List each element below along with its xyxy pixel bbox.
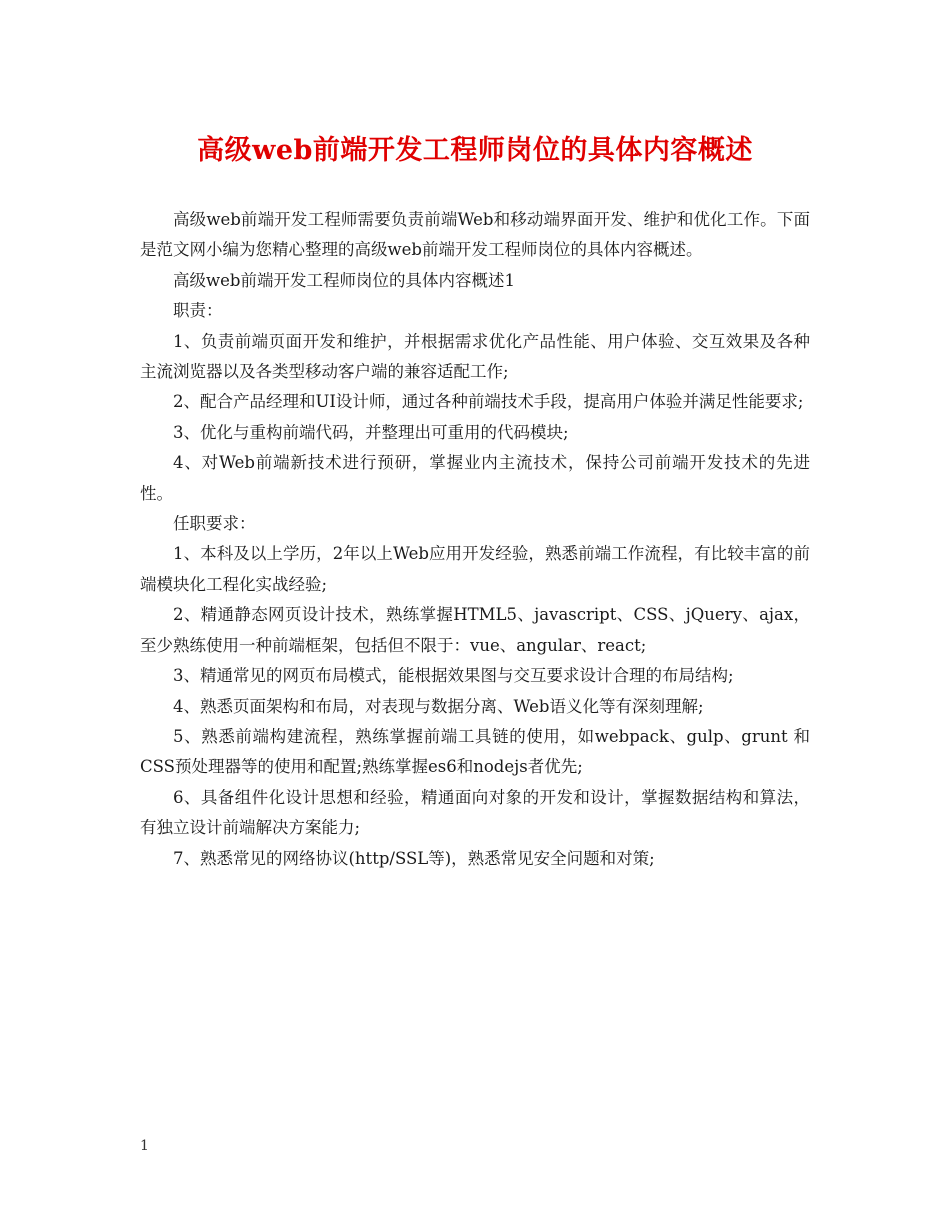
requirement-item-7: 7、熟悉常见的网络协议(http/SSL等)，熟悉常见安全问题和对策; <box>173 848 655 868</box>
document-title: 高级web前端开发工程师岗位的具体内容概述 <box>197 135 753 166</box>
requirements-heading: 任职要求： <box>173 514 256 534</box>
duties-heading: 职责： <box>173 301 223 321</box>
requirement-item-6: 6、具备组件化设计思想和经验，精通面向对象的开发和设计，掌握数据结构和算法，有独立设计前端解决方案能力; <box>140 787 810 838</box>
page-number: 1 <box>140 1138 149 1154</box>
requirement-item-5: 5、熟悉前端构建流程，熟练掌握前端工具链的使用，如webpack、gulp、grunt 和 CSS预处理器等的使用和配置;熟练掌握es6和nodejs者优先; <box>140 726 810 777</box>
duty-item-1: 1、负责前端页面开发和维护，并根据需求优化产品性能、用户体验、交互效果及各种主流浏览器以及各类型移动客户端的兼容适配工作; <box>140 331 810 382</box>
requirement-item-3: 3、精通常见的网页布局模式，能根据效果图与交互要求设计合理的布局结构; <box>173 666 734 686</box>
requirement-item-4: 4、熟悉页面架构和布局，对表现与数据分离、Web语义化等有深刻理解; <box>173 696 704 716</box>
requirement-item-2: 2、精通静态网页设计技术，熟练掌握HTML5、javascript、CSS、jQuery、ajax，至少熟练使用一种前端框架，包括但不限于：vue、angular、react; <box>140 605 810 655</box>
duty-item-3: 3、优化与重构前端代码，并整理出可重用的代码模块; <box>173 422 569 442</box>
requirement-item-1: 1、本科及以上学历，2年以上Web应用开发经验，熟悉前端工作流程，有比较丰富的前端模块化工程化实战经验; <box>140 544 810 594</box>
duty-item-4: 4、对Web前端新技术进行预研，掌握业内主流技术，保持公司前端开发技术的先进性。 <box>140 453 810 503</box>
section-heading: 高级web前端开发工程师岗位的具体内容概述1 <box>173 270 515 290</box>
intro-paragraph: 高级web前端开发工程师需要负责前端Web和移动端界面开发、维护和优化工作。下面是范文网小编为您精心整理的高级web前端开发工程师岗位的具体内容概述。 <box>140 210 810 260</box>
document-body <box>140 205 810 874</box>
duty-item-2: 2、配合产品经理和UI设计师，通过各种前端技术手段，提高用户体验并满足性能要求; <box>173 392 804 412</box>
